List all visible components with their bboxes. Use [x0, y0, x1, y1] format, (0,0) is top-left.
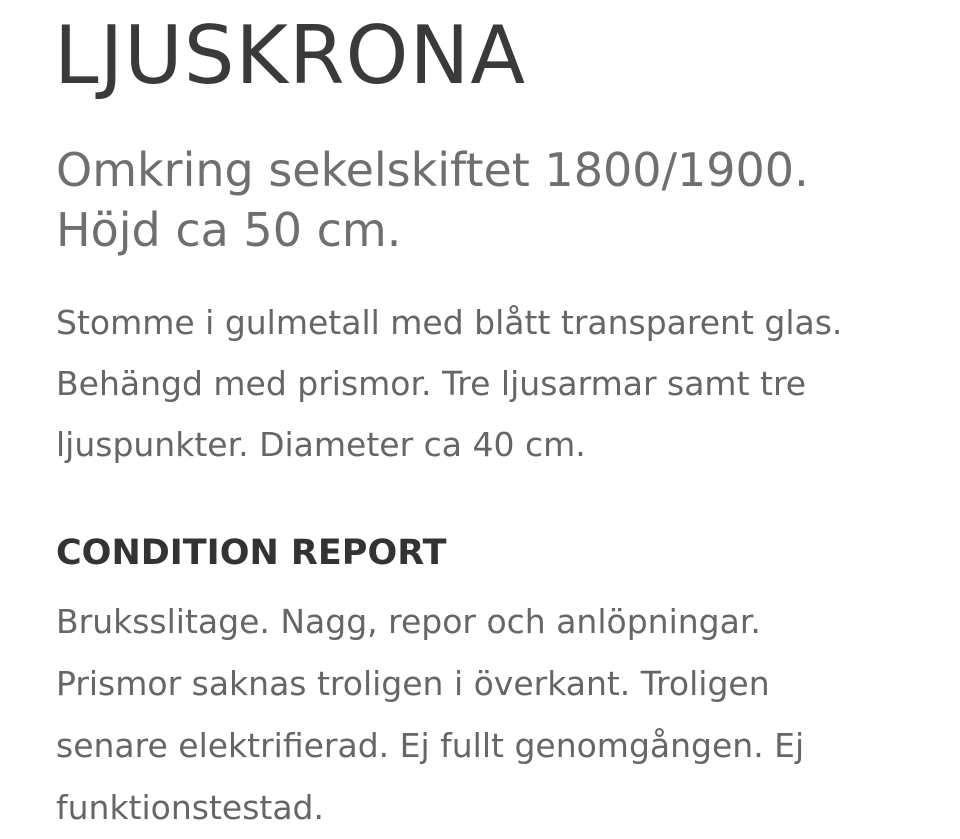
- description-line: ljuspunkter. Diameter ca 40 cm.: [56, 425, 586, 464]
- condition-report-heading: CONDITION REPORT: [56, 533, 447, 573]
- description-line: Stomme i gulmetall med blått transparent glas.: [56, 303, 843, 342]
- subtitle-line: Omkring sekelskiftet 1800/1900.: [56, 143, 809, 197]
- condition-line: Prismor saknas troligen i överkant. Troligen: [56, 664, 770, 703]
- subtitle-line: Höjd ca 50 cm.: [56, 203, 402, 257]
- lot-description: [54, 0, 958, 831]
- condition-line: funktionstestad.: [56, 788, 324, 827]
- item-subtitle: [56, 140, 809, 260]
- description-line: Behängd med prismor. Tre ljusarmar samt tre: [56, 364, 807, 403]
- condition-line: senare elektrifierad. Ej fullt genomgången. Ej: [56, 726, 805, 765]
- item-description: [56, 292, 842, 475]
- condition-line: Bruksslitage. Nagg, repor och anlöpningar.: [56, 602, 761, 641]
- condition-report-text: [56, 591, 804, 839]
- item-title: LJUSKRONA: [54, 9, 527, 102]
